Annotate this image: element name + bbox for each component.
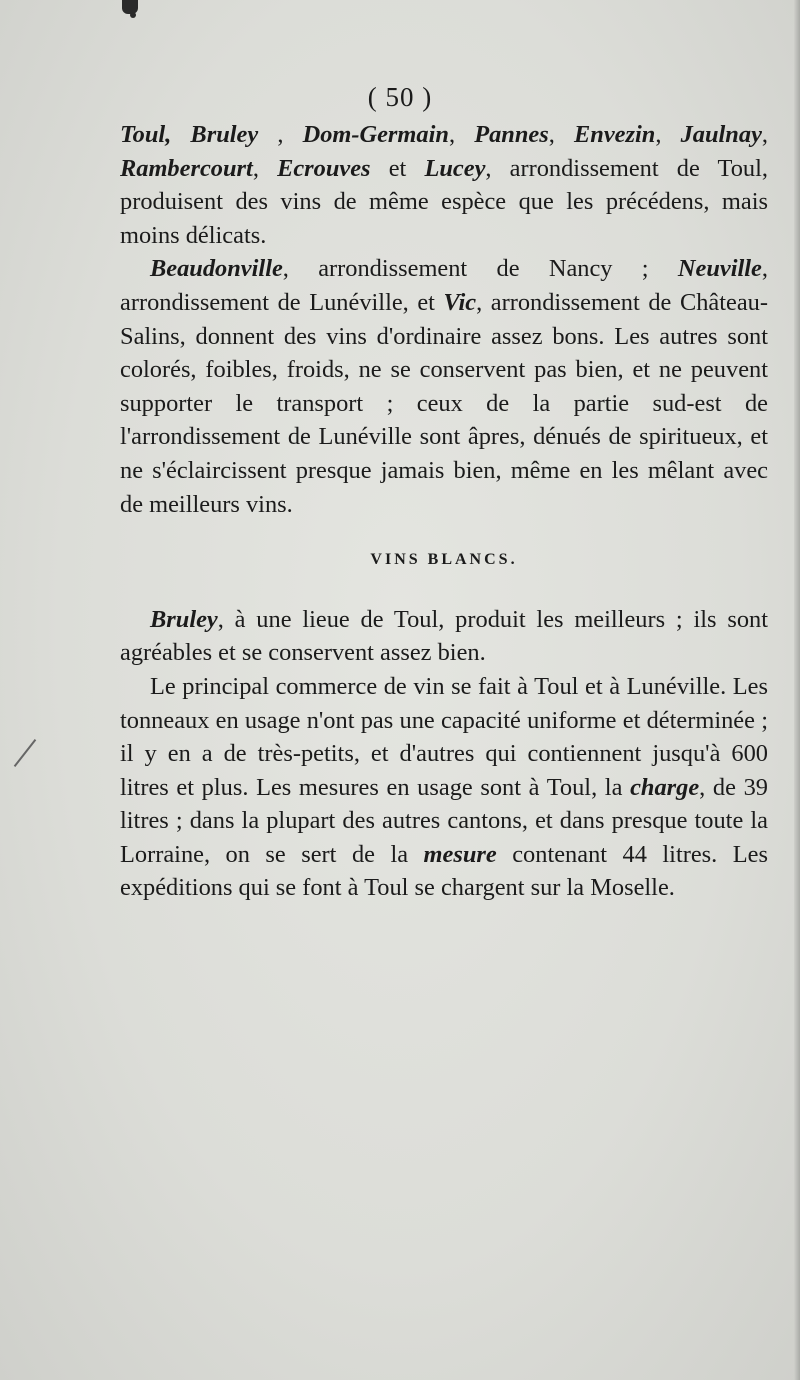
paragraph-2 bbox=[120, 252, 768, 521]
stray-pencil-mark bbox=[14, 739, 37, 767]
place-name: Vic bbox=[443, 288, 477, 316]
text-run: , de 39 litres ; dans la plupart des autres cantons, et dans presque toute la Lorraine, on se sert de la bbox=[120, 773, 768, 868]
text-run: contenant 44 litres. Les expéditions qui se font à Toul se chargent sur la Moselle. bbox=[120, 840, 768, 902]
section-heading: VINS BLANCS. bbox=[370, 551, 518, 569]
place-name: Dom-Germain bbox=[302, 121, 449, 148]
text-run: , arrondissement de Nancy ; bbox=[282, 255, 678, 283]
text-run: , bbox=[252, 154, 278, 182]
place-name: Rambercourt bbox=[120, 154, 253, 182]
paragraph-3 bbox=[120, 603, 768, 670]
page-number: ( 50 ) bbox=[367, 82, 433, 112]
text-run: , arrondissement de Toul, produisent des vins de même espèce que les précédens, mais moins délicats. bbox=[120, 154, 768, 249]
ink-blot-mark-small bbox=[130, 12, 136, 18]
page-edge-shadow bbox=[794, 0, 800, 1380]
term: mesure bbox=[423, 840, 497, 868]
text-run: , bbox=[548, 121, 574, 148]
text-run: Le principal commerce de vin se fait à Toul et à Lunéville. Les tonneaux en usage n'ont pas une capacité uniforme et déterminée ; il y en a de très-petits, et d'autres qui contiennent jusqu'à 600 litres et plus. Les mesures en usage sont à Toul, la bbox=[120, 672, 768, 801]
place-name: Ecrouves bbox=[277, 154, 371, 182]
place-name: Jaulnay bbox=[680, 121, 762, 148]
place-name: Bruley bbox=[150, 605, 218, 633]
text-run: , à une lieue de Toul, produit les meilleurs ; ils sont agréables et se conservent assez bien. bbox=[120, 605, 768, 667]
text-run: , arrondissement de Château-Salins, donnent des vins d'ordinaire assez bons. Les autres sont colorés, foibles, froids, ne se conservent pas bien, et ne peuvent supporter le transport ; ceux de la partie sud-est de l'arrondissement de Lunéville sont âpres, dénués de spiritueux, et ne s'éclaircissent presque jamais bien, même en les mêlant avec de meilleurs vins. bbox=[120, 288, 768, 518]
place-name: Neuville bbox=[677, 255, 762, 283]
text-run: et bbox=[370, 154, 425, 182]
text-run: , bbox=[655, 121, 681, 148]
text-run: , bbox=[448, 121, 475, 148]
place-name: Lucey bbox=[424, 154, 486, 182]
paragraph-4 bbox=[120, 670, 768, 905]
place-name: Beaudonville bbox=[150, 255, 283, 283]
place-name: Pannes bbox=[474, 121, 549, 148]
text-run: , bbox=[761, 121, 769, 148]
text-run: , arrondissement de Lunéville, et bbox=[120, 255, 768, 316]
text-run: , bbox=[258, 121, 303, 148]
term: charge bbox=[630, 773, 700, 801]
body-text bbox=[120, 118, 768, 905]
place-name: Toul, Bruley bbox=[120, 121, 259, 148]
paragraph-1 bbox=[120, 118, 768, 252]
place-name: Envezin bbox=[574, 121, 656, 148]
